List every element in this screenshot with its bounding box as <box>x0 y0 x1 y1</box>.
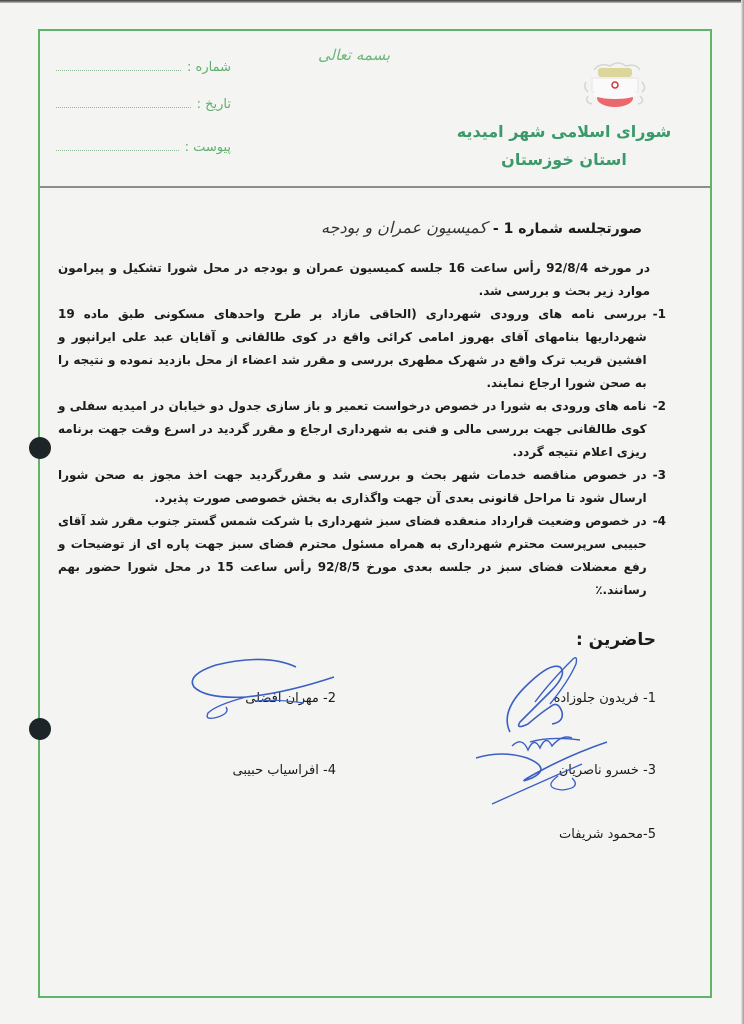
attendee-name: 2- مهران افضلی <box>245 691 336 706</box>
header-divider <box>40 186 710 188</box>
letter-number-label: شماره : <box>187 60 231 75</box>
council-province: استان خوزستان <box>501 150 627 169</box>
minutes-title-handwritten: کمیسیون عمران و بودجه <box>320 218 487 237</box>
attendees-title: حاضرین : <box>575 630 656 650</box>
agenda-item <box>58 464 666 510</box>
attendee-name: 5-محمود شریفات <box>559 827 656 842</box>
council-name: شورای اسلامی شهر امیدیه <box>456 122 672 141</box>
attendee-name: 3- خسرو ناصریان <box>558 763 656 778</box>
agenda-item-text: بررسی نامه های ورودی شهرداری (الحاقی مازاد بر طرح واحدهای مسکونی طبق ماده 19 شهرداریها بنامهای آقای بهروز امامی کرائی واقع در کوی طالقانی و آقایان عبد علی ایرانپور و افشین قریب ترک واقع در شهرک مطهری بررسی و مقرر شد اعضاء از محل بازدید نموده و نتیجه را به صحن شورا ارجاع نمایند. <box>58 307 647 390</box>
punch-hole <box>29 718 51 740</box>
letter-date-label: تاریخ : <box>196 97 231 112</box>
letter-number-field <box>56 60 231 75</box>
agenda-item <box>58 303 666 395</box>
agenda-item-number: 3- <box>652 468 666 482</box>
minutes-body <box>58 218 666 860</box>
opening-invocation: بسمه تعالی <box>318 46 391 64</box>
minutes-title-printed: صورتجلسه شماره 1 - <box>492 221 642 237</box>
agenda-item-text: نامه های ورودی به شورا در خصوص درخواست تعمیر و باز سازی جدول دو خیابان در امیدیه سفلی و کوی طالقانی جهت بررسی مالی و فنی به شهرداری ارجاع و مقرر گردید در اسرع وقت جهت برنامه ریزی اعلام نتیجه گردد. <box>58 399 647 459</box>
letter-attachment-field <box>56 140 231 155</box>
minutes-intro: در مورخه 92/8/4 رأس ساعت 16 جلسه کمیسیون عمران و بودجه در محل شورا تشکیل و پیرامون موارد زیر بحث و بررسی شد. <box>58 261 650 298</box>
agenda-item-text: در خصوص مناقصه خدمات شهر بحث و بررسی شد و مقررگردید جهت اخذ مجوز به صحن شورا ارسال شود تا مراحل قانونی بعدی آن جهت واگذاری به بخش خصوصی صورت پذیرد. <box>58 468 647 505</box>
agenda-item <box>58 510 666 602</box>
iran-flag-emblem-icon <box>580 60 650 112</box>
dotted-line <box>56 70 181 71</box>
attendee-name: 4- افراسیاب حبیبی <box>232 763 336 778</box>
attendee-name: 1- فریدون جلوزاده <box>553 691 656 706</box>
agenda-item-number: 4- <box>652 514 666 528</box>
agenda-item <box>58 395 666 464</box>
scan-edge-top <box>0 0 744 3</box>
letter-attachment-label: پیوست : <box>184 140 231 155</box>
punch-hole <box>29 437 51 459</box>
dotted-line <box>56 107 191 108</box>
agenda-item-number: 2- <box>652 399 666 413</box>
agenda-item-text: در خصوص وضعیت قرارداد منعقده فضای سبز شهرداری با شرکت شمس گستر جنوب مقرر شد آقای حبیبی سرپرست محترم شهرداری به همراه مسئول محترم فضای سبز جهت پاره ای از توضیحات و رفع معضلات فضای سبز در جلسه بعدی مورخ 92/8/5 رأس ساعت 15 در محل شورا حضور بهم رسانند.٪ <box>58 514 647 597</box>
dotted-line <box>56 150 179 151</box>
agenda-item-number: 1- <box>652 307 666 321</box>
minutes-title <box>58 218 666 237</box>
letter-date-field <box>56 97 231 112</box>
attendees-list <box>58 660 666 860</box>
